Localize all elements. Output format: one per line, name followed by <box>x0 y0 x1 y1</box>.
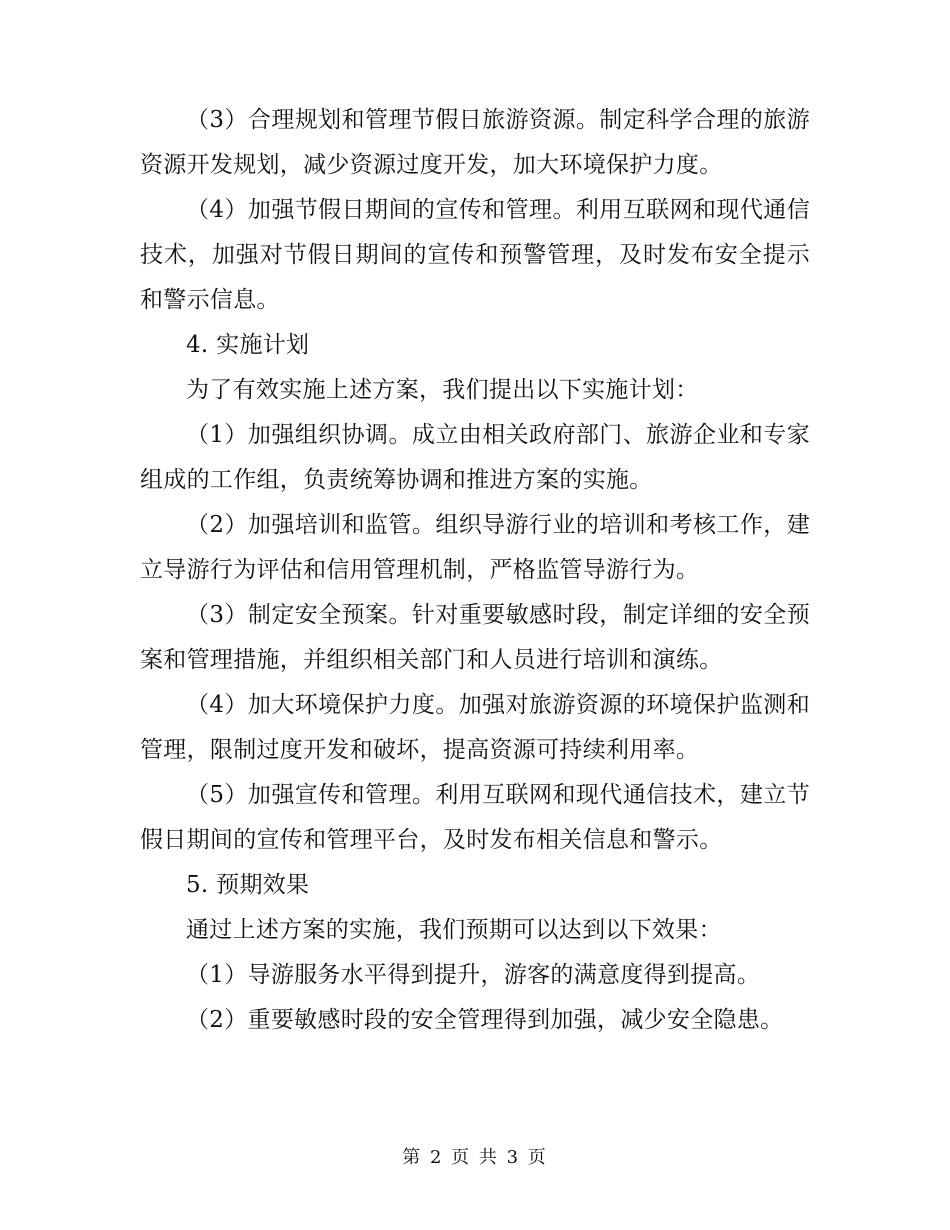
paragraph-holiday-publicity: （4）加强节假日期间的宣传和管理。利用互联网和现代通信技术，加强对节假日期间的宣传和预警管理，及时发布安全提示和警示信息。 <box>140 197 810 313</box>
paragraph-tourism-resources: （3）合理规划和管理节假日旅游资源。制定科学合理的旅游资源开发规划，减少资源过度开发，加大环境保护力度。 <box>140 107 810 178</box>
page-number-footer: 第 2 页 共 3 页 <box>402 1147 548 1168</box>
paragraph-safety-plan: （3）制定安全预案。针对重要敏感时段，制定详细的安全预案和管理措施，并组织相关部门和人员进行培训和演练。 <box>140 602 810 673</box>
paragraph-publicity-management: （5）加强宣传和管理。利用互联网和现代通信技术，建立节假日期间的宣传和管理平台，及时发布相关信息和警示。 <box>140 782 810 853</box>
paragraph-implementation-intro: 为了有效实施上述方案，我们提出以下实施计划： <box>186 377 699 403</box>
paragraph-environmental-protection: （4）加大环境保护力度。加强对旅游资源的环境保护监测和管理，限制过度开发和破坏，提高资源可持续利用率。 <box>140 692 810 763</box>
document-body <box>140 98 810 1043</box>
section-heading-expected-effects: 5. 预期效果 <box>186 872 310 898</box>
paragraph-effects-intro: 通过上述方案的实施，我们预期可以达到以下效果： <box>186 917 722 943</box>
paragraph-effect-service-quality: （1）导游服务水平得到提升，游客的满意度得到提高。 <box>186 962 761 988</box>
paragraph-training-supervision: （2）加强培训和监管。组织导游行业的培训和考核工作，建立导游行为评估和信用管理机制，严格监管导游行为。 <box>140 512 810 583</box>
paragraph-organization-coordination: （1）加强组织协调。成立由相关政府部门、旅游企业和专家组成的工作组，负责统筹协调和推进方案的实施。 <box>140 422 810 493</box>
paragraph-effect-safety-management: （2）重要敏感时段的安全管理得到加强，减少安全隐患。 <box>186 1007 784 1033</box>
section-heading-implementation-plan: 4. 实施计划 <box>186 332 310 358</box>
